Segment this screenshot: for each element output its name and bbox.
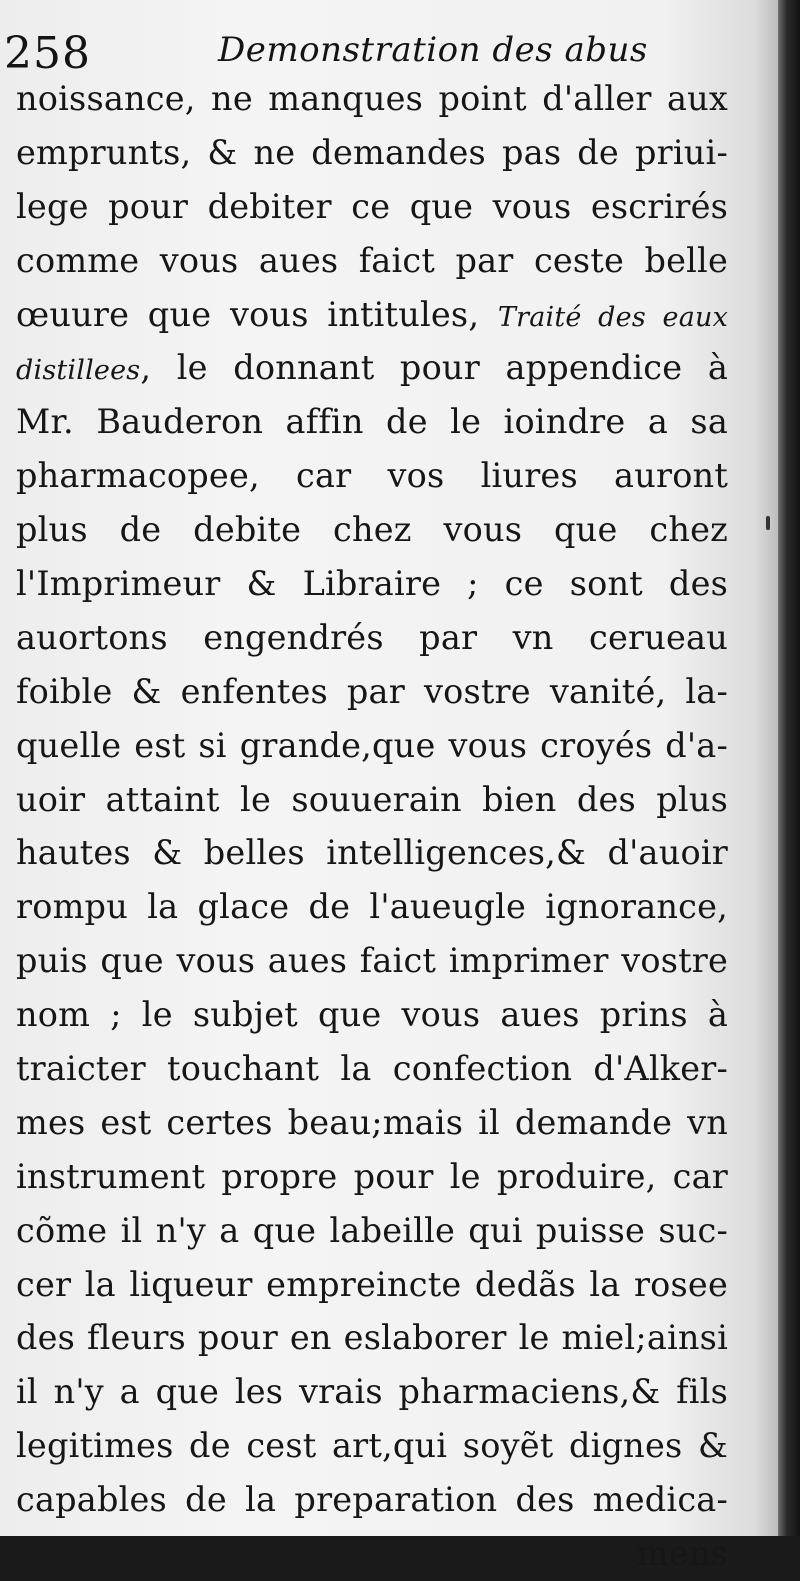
text-line: lege pour debiter ce que vous escrirés <box>16 186 728 226</box>
page-gutter-shadow <box>778 0 800 1536</box>
italic-title: distillees <box>16 355 141 387</box>
page-number: 258 <box>4 28 91 79</box>
text-line: il n'y a que les vrais pharmaciens,& fils <box>16 1372 728 1412</box>
text-line: puis que vous aues faict imprimer vostre <box>16 941 728 981</box>
text-line: plus de debite chez vous que chez <box>16 510 728 550</box>
text-line: Mr. Bauderon affin de le ioindre a sa <box>16 402 728 442</box>
text-segment: œuure que vous intitules, <box>16 294 498 334</box>
text-line: l'Imprimeur & Libraire ; ce sont des <box>16 564 728 604</box>
text-line: instrument propre pour le produire, car <box>16 1156 728 1196</box>
italic-title: Traité des eaux <box>497 301 729 333</box>
running-head: Demonstration des abus <box>218 30 648 70</box>
text-line: comme vous aues faict par ceste belle <box>16 240 728 280</box>
text-line: rompu la glace de l'aueugle ignorance, <box>16 887 728 927</box>
text-line-with-italic <box>16 288 728 342</box>
text-line: legitimes de cest art,qui soyẽt dignes & <box>16 1426 728 1466</box>
text-line-with-italic <box>16 341 728 395</box>
text-segment: , le donnant pour appendice à <box>140 348 728 388</box>
text-line: quelle est si grande,que vous croyés d'a- <box>16 725 728 765</box>
text-line: traicter touchant la confection d'Alker- <box>16 1049 728 1089</box>
catchword: mens <box>636 1534 728 1574</box>
body-text <box>16 72 728 1581</box>
text-line: mes est certes beau;mais il demande vn <box>16 1102 728 1142</box>
page-header <box>0 14 760 78</box>
text-line: des fleurs pour en eslaborer le miel;ainsi <box>16 1318 728 1358</box>
text-line: cõme il n'y a que labeille qui puisse suc- <box>16 1210 728 1250</box>
text-line: auortons engendrés par vn cerueau <box>16 617 728 657</box>
text-line: nom ; le subjet que vous aues prins à <box>16 995 728 1035</box>
text-line: hautes & belles intelligences,& d'auoir <box>16 833 728 873</box>
ink-speck <box>766 516 770 530</box>
text-line: uoir attaint le souuerain bien des plus <box>16 779 728 819</box>
text-line: pharmacopee, car vos liures auront <box>16 456 728 496</box>
text-line: cer la liqueur empreincte dedãs la rosee <box>16 1264 728 1304</box>
text-line: emprunts, & ne demandes pas de priui- <box>16 132 728 172</box>
text-line: capables de la preparation des medica- <box>16 1480 728 1520</box>
text-line: foible & enfentes par vostre vanité, la- <box>16 671 728 711</box>
text-line: noissance, ne manques point d'aller aux <box>16 79 728 118</box>
